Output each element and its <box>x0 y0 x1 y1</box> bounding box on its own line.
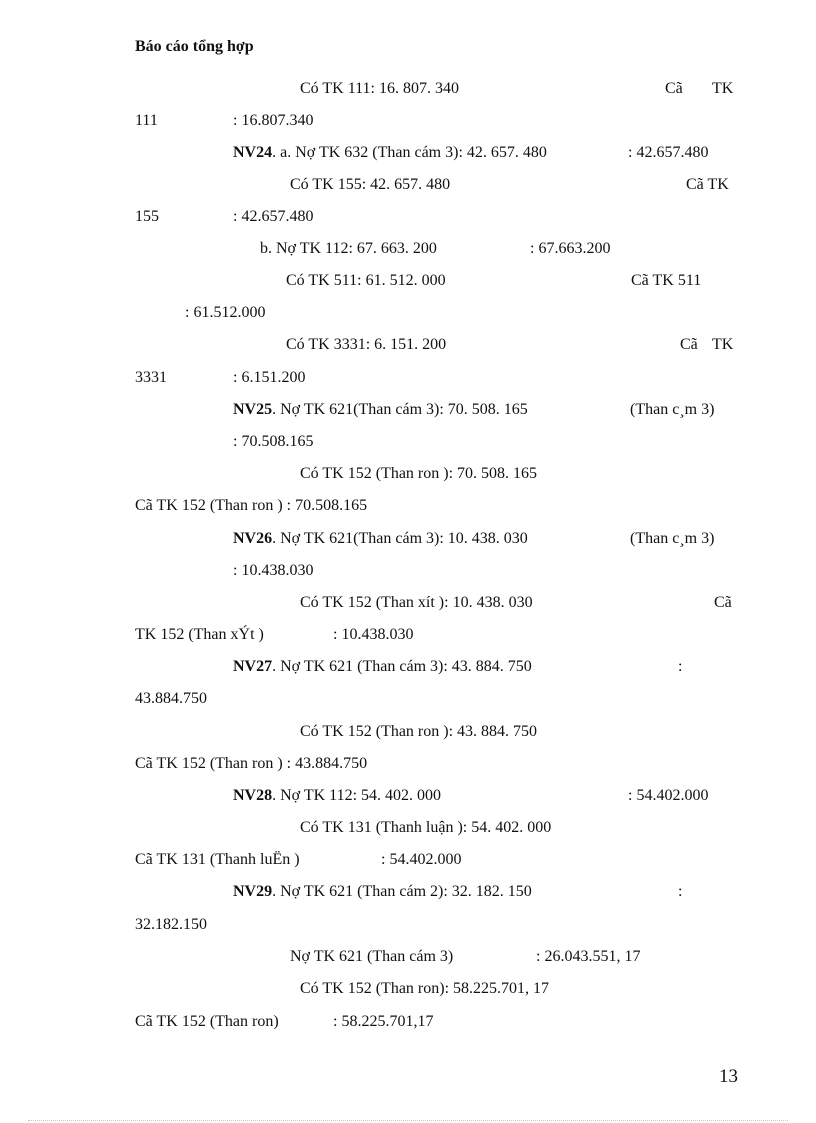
entry-text: . a. Nợ TK 632 (Than cám 3): 42. 657. 480 <box>272 144 547 161</box>
text-line: Nợ TK 621 (Than cám 3) <box>290 948 454 965</box>
text-line: Cã TK 131 (Thanh luËn ) <box>135 851 300 868</box>
entry-line-nv25 <box>233 400 528 420</box>
text-line: 111 <box>135 112 158 129</box>
text-line: Có TK 3331: 6. 151. 200 <box>286 336 447 353</box>
entry-label: NV26 <box>233 530 273 547</box>
text-line: : 42.657.480 <box>628 144 709 161</box>
text-line: : 67.663.200 <box>530 240 611 257</box>
text-line: Cã <box>714 594 732 611</box>
text-line: : 26.043.551, 17 <box>536 948 641 965</box>
text-line: Có TK 152 (Than ron ): 70. 508. 165 <box>300 465 538 482</box>
text-line: Cã TK 152 (Than ron) <box>135 1013 279 1030</box>
entry-text: . Nợ TK 112: 54. 402. 000 <box>272 787 442 804</box>
text-line: (Than c¸m 3) <box>630 530 715 547</box>
text-line: Cã TK <box>686 176 729 193</box>
text-line: Cã TK 152 (Than ron ) : 43.884.750 <box>135 755 368 772</box>
text-line: Cã TK 511 <box>631 272 702 289</box>
entry-text: . Nợ TK 621 (Than cám 2): 32. 182. 150 <box>272 883 532 900</box>
text-line: : <box>678 658 683 675</box>
text-line: : 54.402.000 <box>628 787 709 804</box>
page-bottom-divider <box>28 1120 788 1121</box>
entry-label: NV25 <box>233 401 273 418</box>
entry-label: NV29 <box>233 883 273 900</box>
entry-line-nv29 <box>233 882 532 902</box>
text-line: : 6.151.200 <box>233 369 306 386</box>
page-number: 13 <box>719 1066 738 1087</box>
text-line: TK <box>712 336 734 353</box>
text-line: (Than c¸m 3) <box>630 401 715 418</box>
entry-label: NV28 <box>233 787 273 804</box>
text-line: Có TK 152 (Than ron ): 43. 884. 750 <box>300 723 538 740</box>
text-line: Có TK 511: 61. 512. 000 <box>286 272 446 289</box>
text-line: Có TK 131 (Thanh luận ): 54. 402. 000 <box>300 819 552 836</box>
text-line: Cã <box>680 336 698 353</box>
text-line: 155 <box>135 208 159 225</box>
entry-line-nv26 <box>233 529 528 549</box>
text-line: Có TK 152 (Than xít ): 10. 438. 030 <box>300 594 533 611</box>
entry-text: . Nợ TK 621(Than cám 3): 70. 508. 165 <box>272 401 528 418</box>
entry-line-nv24 <box>233 143 547 163</box>
text-line: : 16.807.340 <box>233 112 314 129</box>
text-line: 3331 <box>135 369 167 386</box>
text-line: Có TK 111: 16. 807. 340 <box>300 80 459 97</box>
text-line: : 42.657.480 <box>233 208 314 225</box>
text-line: b. Nợ TK 112: 67. 663. 200 <box>260 240 437 257</box>
text-line: Có TK 155: 42. 657. 480 <box>290 176 451 193</box>
text-line: TK <box>712 80 734 97</box>
text-line: 43.884.750 <box>135 690 207 707</box>
text-line: Cã <box>665 80 683 97</box>
text-line: : 10.438.030 <box>233 562 314 579</box>
entry-label: NV24 <box>233 144 273 161</box>
text-line: Cã TK 152 (Than ron ) : 70.508.165 <box>135 497 368 514</box>
entry-label: NV27 <box>233 658 273 675</box>
text-line: : 58.225.701,17 <box>333 1013 434 1030</box>
text-line: : 54.402.000 <box>381 851 462 868</box>
text-line: : <box>678 883 683 900</box>
page-header-title: Báo cáo tổng hợp <box>135 38 254 55</box>
entry-text: . Nợ TK 621(Than cám 3): 10. 438. 030 <box>272 530 528 547</box>
entry-line-nv28 <box>233 786 441 806</box>
text-line: : 10.438.030 <box>333 626 414 643</box>
entry-text: . Nợ TK 621 (Than cám 3): 43. 884. 750 <box>272 658 532 675</box>
text-line: : 70.508.165 <box>233 433 314 450</box>
text-line: 32.182.150 <box>135 916 207 933</box>
text-line: Có TK 152 (Than ron): 58.225.701, 17 <box>300 980 550 997</box>
text-line: TK 152 (Than xÝt ) <box>135 626 264 643</box>
entry-line-nv27 <box>233 657 532 677</box>
text-line: : 61.512.000 <box>185 304 266 321</box>
